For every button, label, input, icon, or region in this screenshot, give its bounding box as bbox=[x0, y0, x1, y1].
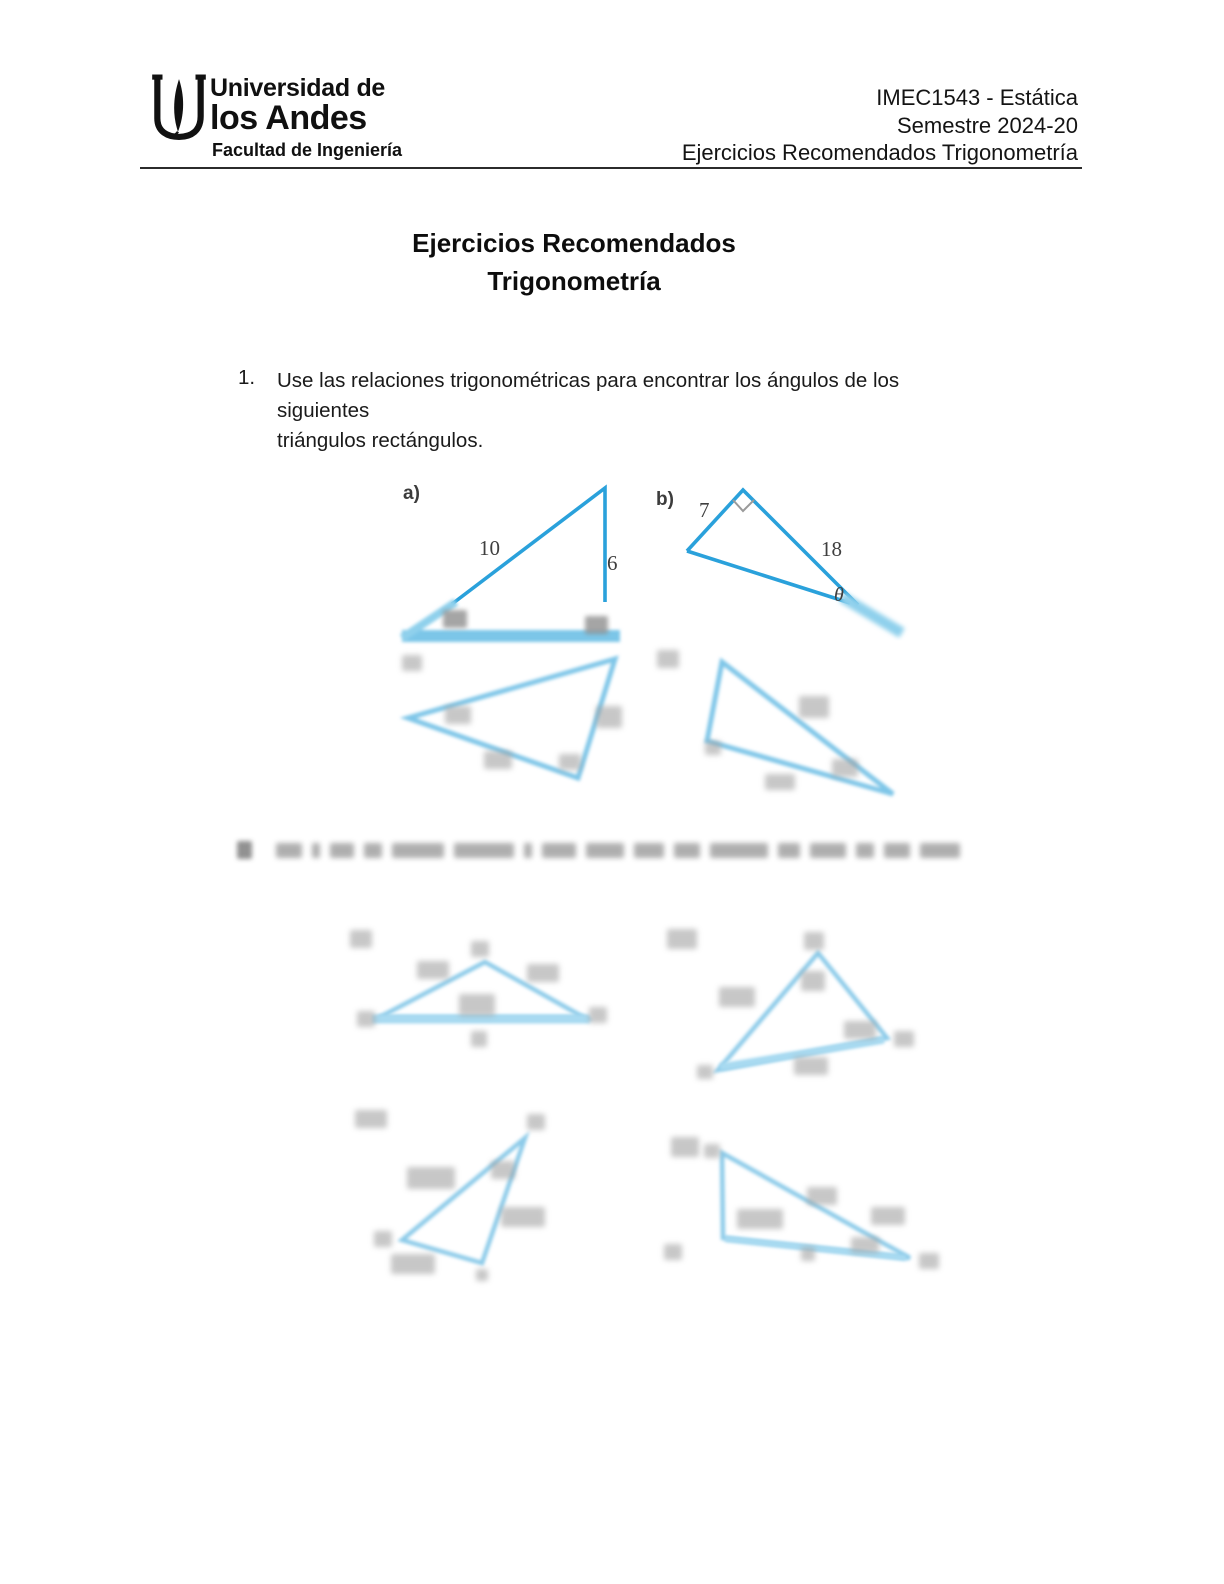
exercise1-text-line1: Use las relaciones trigonométricas para encontrar los ángulos de los siguientes bbox=[277, 369, 900, 422]
right-angle-marker bbox=[733, 500, 754, 511]
figure-2d-triangle-blurred bbox=[722, 1153, 910, 1258]
figure-1c-label-blurred bbox=[402, 655, 422, 671]
figure-1b-label: b) bbox=[656, 489, 674, 510]
blurred-label bbox=[851, 1237, 879, 1253]
blurred-label bbox=[799, 696, 829, 718]
figure-2a-label-blurred bbox=[350, 930, 372, 948]
blurred-label bbox=[417, 961, 449, 979]
logo-text-line1: Universidad de bbox=[210, 74, 386, 102]
figure-1b-left-side-value: 7 bbox=[699, 498, 710, 522]
exercise1-text-line2: triángulos rectángulos. bbox=[277, 429, 484, 452]
blurred-word bbox=[586, 843, 624, 858]
blurred-label bbox=[374, 1231, 392, 1247]
blurred-word bbox=[330, 843, 354, 858]
logo-text-line3: Facultad de Ingeniería bbox=[212, 140, 403, 160]
blurred-label bbox=[871, 1207, 905, 1225]
exercise1-text bbox=[277, 366, 997, 456]
blurred-right-angle-marker bbox=[585, 616, 608, 634]
blurred-label bbox=[737, 1209, 783, 1229]
figure-1d-label-blurred bbox=[657, 650, 679, 668]
blurred-label bbox=[527, 1114, 545, 1130]
blurred-label bbox=[476, 1269, 488, 1281]
blurred-label bbox=[801, 1247, 815, 1261]
blurred-word bbox=[392, 843, 444, 858]
exercise2-blurred-text bbox=[276, 841, 970, 858]
blurred-label bbox=[484, 751, 512, 769]
blurred-label bbox=[445, 706, 471, 724]
blurred-word bbox=[524, 843, 532, 858]
blurred-label bbox=[527, 964, 559, 982]
blurred-label bbox=[919, 1253, 939, 1269]
blurred-label bbox=[844, 1021, 876, 1039]
blurred-word bbox=[920, 843, 960, 858]
figure-1a-hypotenuse-value: 10 bbox=[479, 536, 500, 560]
blurred-word bbox=[364, 843, 382, 858]
blurred-label bbox=[719, 987, 755, 1007]
blurred-word bbox=[884, 843, 910, 858]
blurred-label bbox=[894, 1031, 914, 1047]
blurred-label bbox=[357, 1011, 375, 1027]
exercise1-number: 1. bbox=[238, 366, 256, 389]
exercise2-blurred-line bbox=[237, 841, 997, 863]
figure-2c-triangle-blurred bbox=[402, 1138, 525, 1263]
blurred-label bbox=[491, 1161, 515, 1179]
header-course-block bbox=[682, 84, 1078, 167]
header-subject: Ejercicios Recomendados Trigonometría bbox=[681, 140, 1078, 165]
figure-1d-triangle-blurred bbox=[707, 662, 893, 794]
blurred-word bbox=[778, 843, 800, 858]
blurred-label bbox=[391, 1254, 435, 1274]
blurred-label bbox=[704, 1144, 720, 1158]
figure-1a-label: a) bbox=[403, 483, 420, 504]
blurred-label bbox=[697, 1065, 713, 1079]
blurred-label bbox=[794, 1057, 828, 1075]
figure-2c-label-blurred bbox=[355, 1110, 387, 1128]
blurred-label bbox=[705, 741, 721, 755]
blurred-word bbox=[710, 843, 768, 858]
figure-2d-label-blurred bbox=[671, 1137, 699, 1157]
figure-1b-angle-theta: θ bbox=[834, 584, 844, 606]
blurred-label bbox=[471, 941, 489, 957]
blurred-word bbox=[542, 843, 576, 858]
header-divider bbox=[140, 167, 1082, 169]
blurred-label bbox=[501, 1207, 545, 1227]
page-title-line2: Trigonometría bbox=[487, 266, 661, 296]
blurred-word bbox=[810, 843, 846, 858]
blurred-label bbox=[596, 706, 622, 728]
page-title bbox=[0, 224, 1148, 300]
blurred-label bbox=[664, 1244, 682, 1260]
figure-2b-label-blurred bbox=[667, 929, 697, 949]
uniandes-shield-leaf-icon bbox=[150, 74, 208, 140]
header-semester: Semestre 2024-20 bbox=[897, 112, 1078, 138]
blurred-label bbox=[765, 774, 795, 790]
blurred-label bbox=[589, 1007, 607, 1023]
blurred-label bbox=[801, 971, 825, 991]
blurred-label bbox=[471, 1031, 487, 1047]
blurred-label bbox=[807, 1187, 837, 1205]
exercise2-number-blurred bbox=[237, 841, 252, 859]
blurred-word bbox=[634, 843, 664, 858]
blurred-label bbox=[459, 994, 495, 1016]
header-course: IMEC1543 - Estática bbox=[876, 85, 1078, 110]
blurred-label bbox=[407, 1167, 455, 1189]
blurred-label bbox=[804, 932, 824, 950]
figure-1b-hypotenuse-value: 18 bbox=[821, 537, 842, 561]
blurred-angle-marker bbox=[443, 610, 467, 628]
blurred-word bbox=[674, 843, 700, 858]
figure-1a-side-value: 6 bbox=[607, 551, 618, 575]
blurred-word bbox=[454, 843, 514, 858]
blurred-word bbox=[856, 843, 874, 858]
logo-text-line2: los Andes bbox=[210, 99, 367, 137]
blurred-label bbox=[559, 754, 581, 770]
page-title-line1: Ejercicios Recomendados bbox=[412, 228, 736, 258]
blurred-word bbox=[276, 843, 302, 858]
blurred-word bbox=[312, 843, 320, 858]
blurred-label bbox=[832, 759, 858, 777]
figure-1b-triangle bbox=[687, 490, 902, 633]
